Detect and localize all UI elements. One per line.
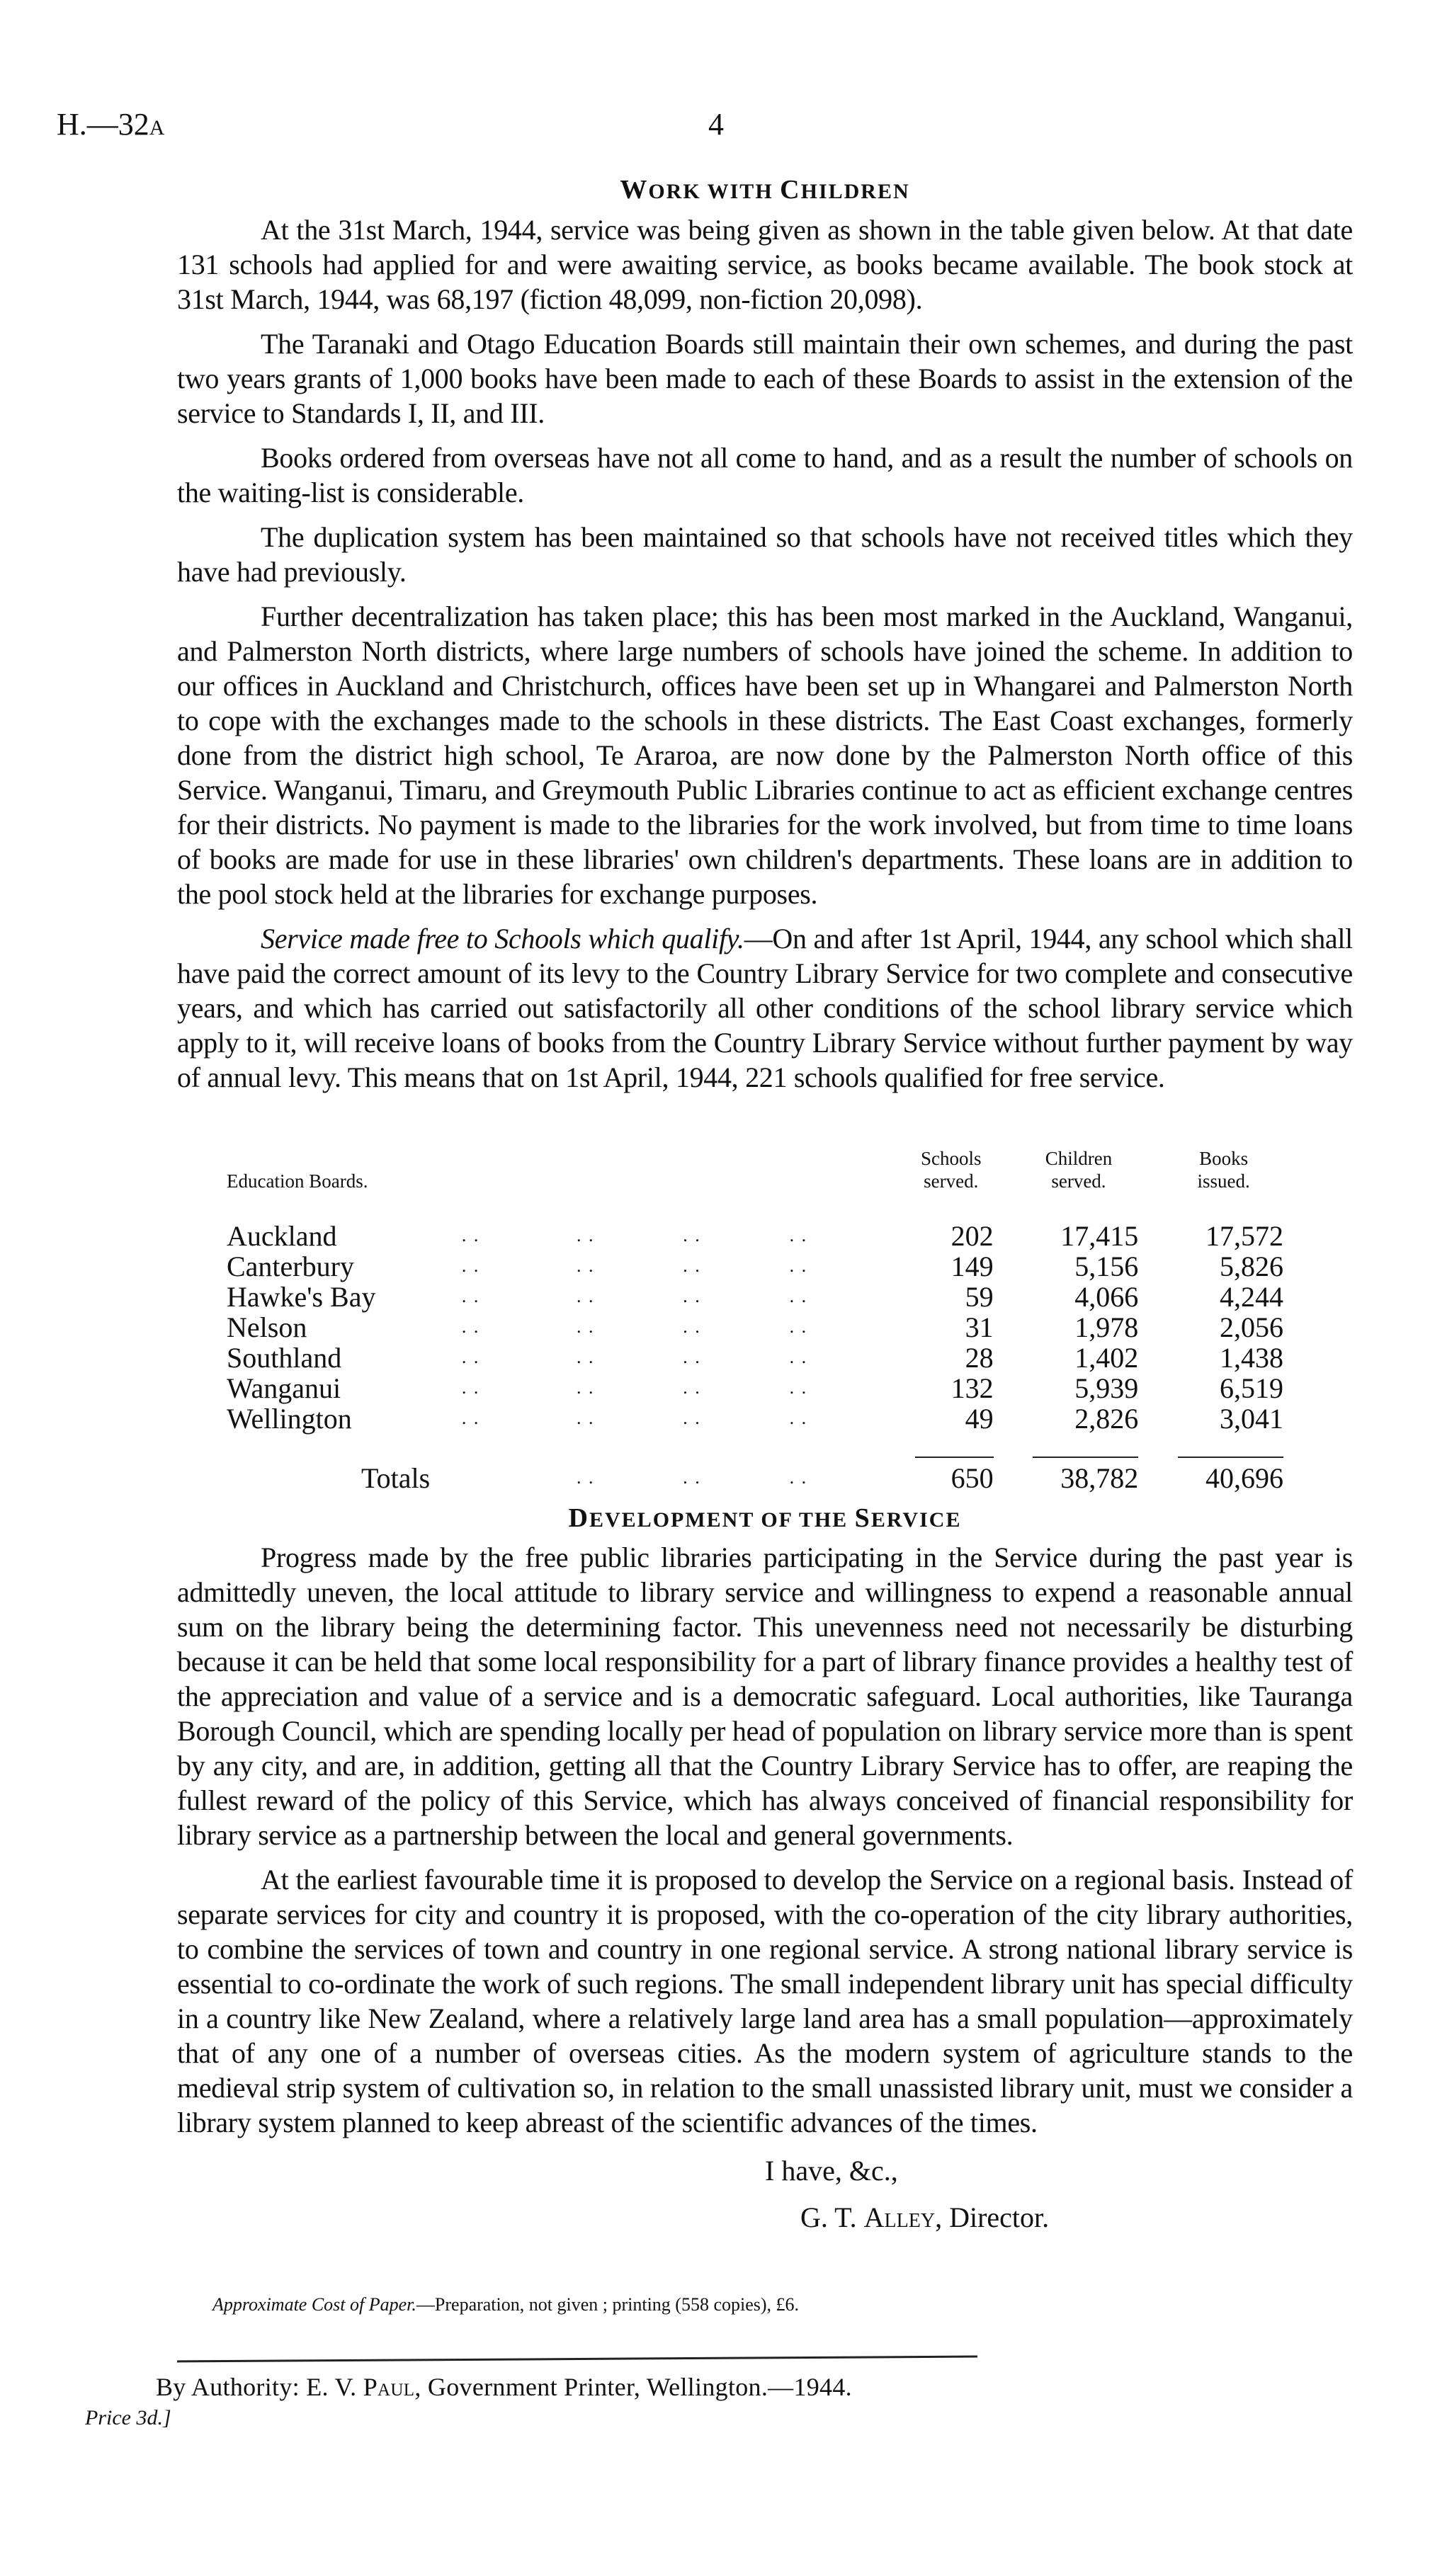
printer-imprint: [156, 2372, 852, 2402]
title-cap: S: [854, 1503, 871, 1533]
leader-dots: . .: [789, 1255, 808, 1276]
paragraph-taranaki-otago: The Taranaki and Otago Education Boards still maintain their own schemes, and during the past two years grants of 1,000 books have been made to each of these Boards to assist in the extension of the service to Standards I, II, and III.: [177, 328, 1353, 429]
totals-rule: [1151, 1434, 1296, 1463]
title-rest: EVELOPMENT OF THE: [589, 1508, 855, 1532]
imprint-name: Paul: [363, 2373, 415, 2401]
leader-dots: . .: [789, 1286, 808, 1306]
section-development-of-service: [177, 1540, 1353, 2150]
totals-label: Totals: [361, 1462, 431, 1494]
header-line: served.: [924, 1170, 979, 1192]
leader-dots: . .: [461, 1255, 480, 1276]
header-line: served.: [1051, 1170, 1106, 1192]
page-number: 4: [708, 107, 724, 142]
table-header-row: [227, 1147, 1296, 1221]
header-line: Children: [1045, 1148, 1113, 1169]
closing-salutation: I have, &c.,: [765, 2155, 898, 2187]
paragraph-regional-basis: At the earliest favourable time it is proposed to develop the Service on a regional basis. Instead of separate services for city and country it is proposed, with the co-operation of the city library authorities, to combine the services of town and country in one regional service. A strong national library service is essential to co-ordinate the work of such regions. The small independent library unit has special difficulty in a country like New Zealand, where a relatively large land area has a small population—approximately that of any one of a number of overseas cities. As the modern system of agriculture stands to the medieval strip system of cultivation so, in relation to the small unassisted library unit, must we consider a library system planned to keep abreast of the scientific advances of the times.: [177, 1864, 1353, 2138]
rule-line: [915, 1457, 993, 1458]
leader-dots: . .: [789, 1467, 808, 1488]
leader-dots: . .: [789, 1377, 808, 1398]
cost-of-paper-note: [212, 2294, 799, 2315]
title-rest: ORK WITH: [648, 180, 781, 203]
leader-dots: . .: [576, 1255, 595, 1276]
column-header-books: [1151, 1147, 1296, 1221]
reference-suffix: A: [149, 116, 165, 139]
imprint-prefix: By Authority: E. V.: [156, 2373, 363, 2401]
title-cap: W: [620, 175, 649, 205]
table-row: [227, 1221, 1296, 1251]
schools-served: 202: [951, 1220, 994, 1252]
leader-dots: . .: [461, 1286, 480, 1306]
column-spacer: [683, 1147, 789, 1221]
leader-dots: . .: [576, 1225, 595, 1246]
leader-dots: . .: [789, 1316, 808, 1337]
books-issued: 3,041: [1220, 1403, 1283, 1435]
cost-label: Approximate Cost of Paper.: [212, 2294, 416, 2315]
education-boards-table: [227, 1147, 1296, 1493]
total-children: 38,782: [1060, 1462, 1139, 1494]
column-spacer: [462, 1147, 577, 1221]
table-row: [227, 1312, 1296, 1343]
table-row: [227, 1373, 1296, 1403]
leader-dots: . .: [683, 1408, 701, 1428]
children-served: 4,066: [1074, 1281, 1139, 1313]
cost-text: —Preparation, not given ; printing (558 copies), £6.: [416, 2294, 800, 2315]
schools-served: 132: [951, 1372, 994, 1404]
board-name: Wellington: [227, 1403, 352, 1435]
books-issued: 6,519: [1220, 1372, 1283, 1404]
leader-dots: . .: [576, 1316, 595, 1337]
total-schools: 650: [951, 1462, 994, 1494]
leader-dots: . .: [683, 1255, 701, 1276]
totals-rule: [896, 1434, 1006, 1463]
signatory-surname: Alley: [863, 2201, 936, 2233]
leader-dots: . .: [576, 1347, 595, 1367]
board-name: Auckland: [227, 1220, 337, 1252]
paragraph-decentralization: Further decentralization has taken place; this has been most marked in the Auckland, Wanganui, and Palmerston North districts, where large numbers of schools have joined the scheme. In addition to our offices in Auckland and Christchurch, offices have been set up in Whangarei and Palmerston North to cope with the exchanges made to the schools in these districts. The East Coast exchanges, formerly done from the district high school, Te Araroa, are now done by the Palmerston North office of this Service. Wanganui, Timaru, and Greymouth Public Libraries continue to act as efficient exchange centres for their districts. No payment is made to the libraries for the work involved, but from time to time loans of books are made for use in these libraries' own children's departments. These loans are in addition to the pool stock held at the libraries for exchange purposes.: [177, 600, 1353, 910]
column-header-board: Education Boards.: [227, 1170, 368, 1192]
footer-divider: [177, 2356, 977, 2363]
leader-dots: . .: [576, 1286, 595, 1306]
signature: [800, 2201, 1049, 2234]
children-served: 17,415: [1060, 1220, 1139, 1252]
column-header-schools: [896, 1147, 1006, 1221]
price-label: Price 3d.]: [85, 2406, 171, 2429]
leader-dots: . .: [576, 1408, 595, 1428]
section-work-with-children: [177, 212, 1353, 1105]
board-name: Hawke's Bay: [227, 1281, 376, 1313]
leader-dots: . .: [789, 1225, 808, 1246]
total-books: 40,696: [1205, 1462, 1283, 1494]
board-name: Wanganui: [227, 1372, 341, 1404]
header-line: issued.: [1197, 1170, 1250, 1192]
leader-dots: . .: [789, 1347, 808, 1367]
children-served: 2,826: [1074, 1403, 1139, 1435]
leader-dots: . .: [461, 1377, 480, 1398]
reference-main: H.—32: [57, 107, 149, 142]
paragraph-books-ordered: Books ordered from overseas have not all come to hand, and as a result the number of schools on the waiting-list is considerable.: [177, 442, 1353, 508]
board-name: Nelson: [227, 1311, 307, 1343]
title-rest: ERVICE: [870, 1508, 962, 1532]
board-name: Southland: [227, 1342, 342, 1374]
rule-line: [1033, 1457, 1138, 1458]
header-line: Books: [1199, 1148, 1249, 1169]
leader-dots: . .: [683, 1347, 701, 1367]
totals-row: [227, 1463, 1296, 1493]
leader-dots: . .: [461, 1316, 480, 1337]
books-issued: 4,244: [1220, 1281, 1283, 1313]
leader-dots: . .: [461, 1225, 480, 1246]
imprint-suffix: , Government Printer, Wellington.—1944.: [414, 2373, 852, 2401]
schools-served: 49: [965, 1403, 994, 1435]
table-row: [227, 1403, 1296, 1434]
title-cap: C: [780, 175, 801, 205]
free-service-heading: Service made free to Schools which qualify.: [261, 923, 744, 954]
schools-served: 28: [965, 1342, 994, 1374]
leader-dots: . .: [683, 1286, 701, 1306]
document-reference: [57, 106, 164, 142]
table-row: [227, 1251, 1296, 1282]
section-title-development: [177, 1503, 1353, 1534]
table-row: [227, 1282, 1296, 1312]
leader-dots: . .: [683, 1377, 701, 1398]
leader-dots: . .: [683, 1316, 701, 1337]
free-service-text: —On and after 1st April, 1944, any school which shall have paid the correct amount of its levy to the Country Library Service for two complete and consecutive years, and which has carried out satisfactorily all other conditions of the school library service which apply to it, will receive loans of books from the Country Library Service without further payment by way of annual levy. This means that on 1st April, 1944, 221 schools qualified for free service.: [177, 923, 1353, 1093]
signatory-initials: G. T.: [800, 2201, 864, 2233]
books-issued: 2,056: [1220, 1311, 1283, 1343]
children-served: 1,978: [1074, 1311, 1139, 1343]
signatory-title: , Director.: [935, 2201, 1050, 2233]
board-name: Canterbury: [227, 1250, 354, 1282]
leader-dots: . .: [576, 1467, 595, 1488]
leader-dots: . .: [576, 1377, 595, 1398]
books-issued: 5,826: [1220, 1250, 1283, 1282]
leader-dots: . .: [683, 1467, 701, 1488]
children-served: 1,402: [1074, 1342, 1139, 1374]
books-issued: 17,572: [1205, 1220, 1283, 1252]
title-cap: D: [568, 1503, 589, 1533]
books-issued: 1,438: [1220, 1342, 1283, 1374]
column-spacer: [577, 1147, 683, 1221]
schools-served: 31: [965, 1311, 994, 1343]
leader-dots: . .: [461, 1347, 480, 1367]
paragraph-free-service: [177, 921, 1353, 1095]
totals-rule-row: [227, 1434, 1296, 1463]
paragraph-duplication: The duplication system has been maintained so that schools have not received titles which they have had previously.: [177, 521, 1353, 588]
rule-line: [1178, 1457, 1283, 1458]
children-served: 5,156: [1074, 1250, 1139, 1282]
table-row: [227, 1343, 1296, 1373]
title-rest: HILDREN: [800, 180, 910, 203]
schools-served: 149: [951, 1250, 994, 1282]
paragraph-service-status: At the 31st March, 1944, service was being given as shown in the table given below. At that date 131 schools had applied for and were awaiting service, as books became available. The book stock at 31st March, 1944, was 68,197 (fiction 48,099, non-fiction 20,098).: [177, 214, 1353, 315]
schools-served: 59: [965, 1281, 994, 1313]
section-title-work-with-children: [177, 174, 1353, 205]
totals-rule: [1006, 1434, 1152, 1463]
leader-dots: . .: [789, 1408, 808, 1428]
header-line: Schools: [921, 1148, 982, 1169]
column-spacer: [790, 1147, 896, 1221]
leader-dots: . .: [461, 1408, 480, 1428]
rule-spacer: [227, 1434, 896, 1463]
leader-dots: . .: [683, 1225, 701, 1246]
column-header-children: [1006, 1147, 1152, 1221]
children-served: 5,939: [1074, 1372, 1139, 1404]
paragraph-progress: Progress made by the free public libraries participating in the Service during the past year is admittedly uneven, the local attitude to library service and willingness to expend a reasonable annual sum on the library being the determining factor. This unevenness need not necessarily be disturbing because it can be held that some local responsibility for a part of library finance provides a healthy test of the appreciation and value of a service and is a democratic safeguard. Local authorities, like Tauranga Borough Council, which are spending locally per head of population on library service more than is spent by any city, and are, in addition, getting all that the Country Library Service has to offer, are reaping the fullest reward of the policy of this Service, which has always conceived of financial responsibility for library service as a partnership between the local and general governments.: [177, 1541, 1353, 1851]
